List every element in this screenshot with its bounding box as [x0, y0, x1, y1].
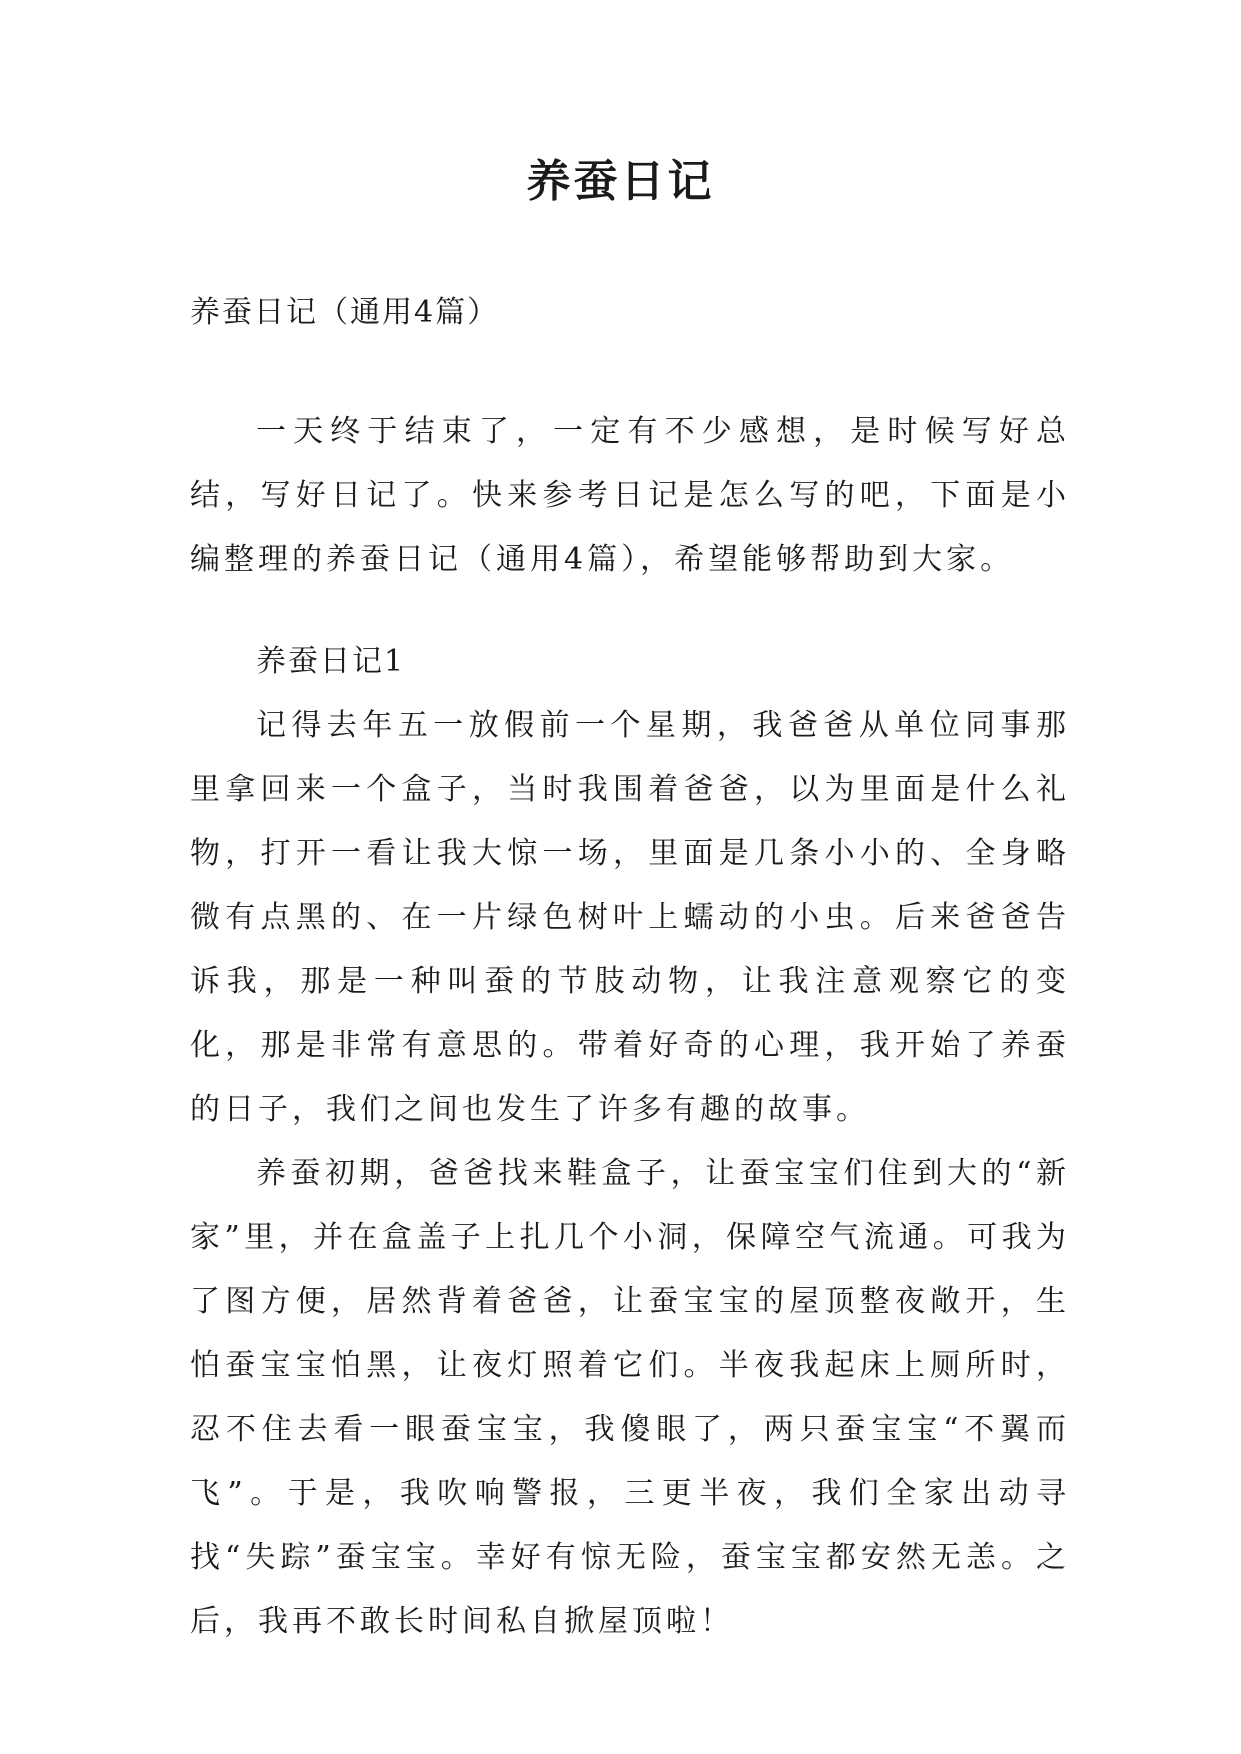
- section-heading: 养蚕日记1: [256, 644, 406, 679]
- body-paragraph: 记得去年五一放假前一个星期，我爸爸从单位同事那里拿回来一个盒子，当时我围着爸爸，以为里面是什么礼物，打开一看让我大惊一场，里面是几条小小的、全身略微有点黑的、在一片绿色树叶上蠕动的小虫。后来爸爸告诉我，那是一种叫蚕的节肢动物，让我注意观察它的变化，那是非常有意思的。带着好奇的心理，我开始了养蚕的日子，我们之间也发生了许多有趣的故事。: [190, 708, 1070, 1127]
- page-title: 养蚕日记: [526, 156, 715, 207]
- diary-section-1: [190, 630, 1070, 1654]
- intro-paragraph: 一天终于结束了，一定有不少感想，是时候写好总结，写好日记了。快来参考日记是怎么写的吧，下面是小编整理的养蚕日记（通用4篇），希望能够帮助到大家。: [190, 414, 1070, 577]
- document-subtitle: 养蚕日记（通用4篇）: [190, 295, 500, 330]
- intro-section: [190, 400, 1070, 592]
- body-paragraph: 养蚕初期，爸爸找来鞋盒子，让蚕宝宝们住到大的“新家”里，并在盒盖子上扎几个小洞，保障空气流通。可我为了图方便，居然背着爸爸，让蚕宝宝的屋顶整夜敞开，生怕蚕宝宝怕黑，让夜灯照着它们。半夜我起床上厕所时，忍不住去看一眼蚕宝宝，我傻眼了，两只蚕宝宝“不翼而飞”。于是，我吹响警报，三更半夜，我们全家出动寻找“失踪”蚕宝宝。幸好有惊无险，蚕宝宝都安然无恙。之后，我再不敢长时间私自掀屋顶啦！: [190, 1156, 1070, 1639]
